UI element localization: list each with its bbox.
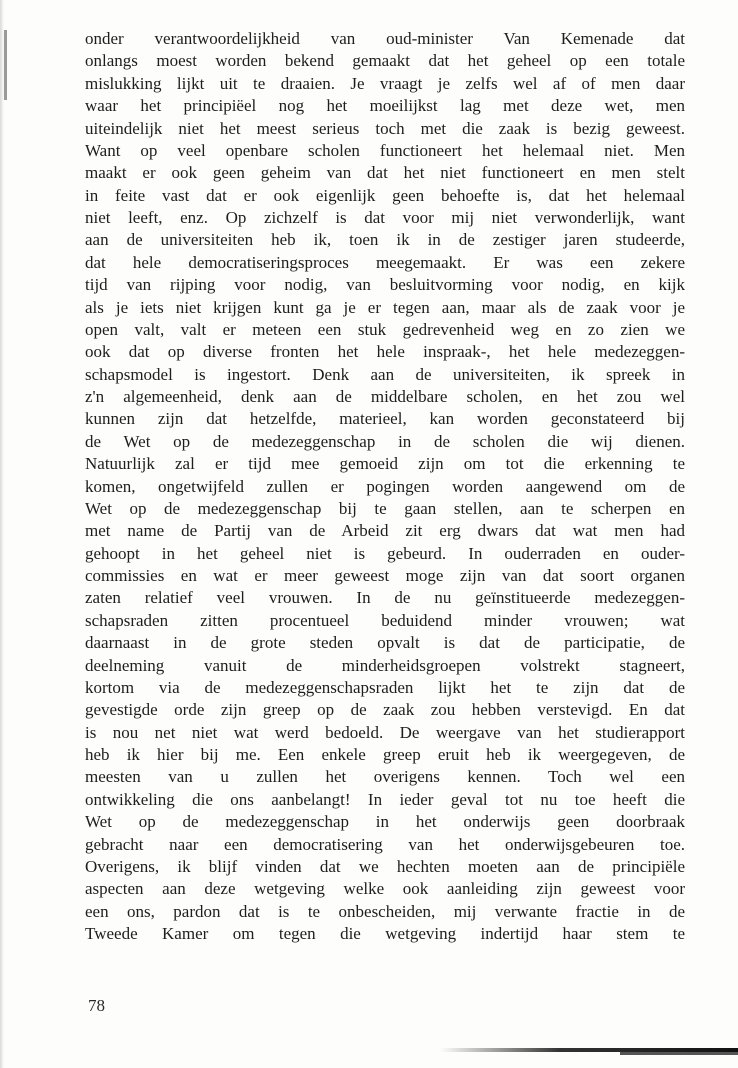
text-line: aan de universiteiten heb ik, toen ik in de zestiger jaren studeerde,	[85, 230, 685, 250]
text-line: gehoopt in het geheel niet is gebeurd. In ouderraden en ouder-	[85, 543, 685, 563]
text-line: onlangs moest worden bekend gemaakt dat het geheel op een totale	[85, 51, 685, 71]
text-line: Want op veel openbare scholen functioneert het helemaal niet. Men	[85, 140, 685, 160]
text-line: kortom via de medezeggenschapsraden lijkt het te zijn dat de	[85, 677, 685, 697]
text-line: de Wet op de medezeggenschap in de scholen die wij dienen.	[85, 431, 685, 451]
text-line: commissies en wat er meer geweest moge zijn van dat soort organen	[85, 566, 685, 585]
text-line: zaten relatief veel vrouwen. In de nu geïnstitueerde medezeggen-	[85, 588, 685, 608]
text-line: ook dat op diverse fronten het hele inspraak-, het hele medezeggen-	[85, 342, 685, 362]
text-line: waar het principiëel nog het moeilijkst lag met deze wet, men	[85, 96, 685, 116]
text-line: dat hele democratiseringsproces meegemaakt. Er was een zekere	[85, 252, 685, 272]
text-line: daarnaast in de grote steden opvalt is dat de participatie, de	[85, 633, 685, 653]
text-line: gevestigde orde zijn greep op de zaak zou hebben verstevigd. En dat	[85, 700, 685, 720]
text-line: komen, ongetwijfeld zullen er pogingen worden aangewend om de	[85, 476, 685, 496]
text-line: schapsraden zitten procentueel beduidend minder vrouwen; wat	[85, 610, 685, 630]
text-line: Natuurlijk zal er tijd mee gemoeid zijn om tot die erkenning te	[85, 454, 685, 474]
page-edge-shadow	[0, 0, 4, 1068]
gutter-mark	[4, 30, 7, 100]
text-line: open valt, valt er meteen een stuk gedrevenheid weg en zo zien we	[85, 319, 685, 339]
text-line: maakt er ook geen geheim van dat het niet functioneert en men stelt	[85, 163, 685, 183]
text-line: deelneming vanuit de minderheidsgroepen volstrekt stagneert,	[85, 655, 685, 675]
scan-edge-shadow-lower	[620, 1052, 738, 1055]
text-line: z'n algemeenheid, denk aan de middelbare scholen, en het zou wel	[85, 387, 685, 406]
text-line: een ons, pardon dat is te onbescheiden, mij verwante fractie in de	[85, 901, 685, 921]
text-line: Wet op de medezeggenschap bij te gaan stellen, aan te scherpen en	[85, 498, 685, 518]
text-line: is nou net niet wat werd bedoeld. De weergave van het studierapport	[85, 722, 685, 742]
text-line: in feite vast dat er ook eigenlijk geen behoefte is, dat het helemaal	[85, 185, 685, 205]
text-line: tijd van rijping voor nodig, van besluitvorming voor nodig, en kijk	[85, 275, 685, 295]
text-line: schapsmodel is ingestort. Denk aan de universiteiten, ik spreek in	[85, 364, 685, 384]
text-line: onder verantwoordelijkheid van oud-minister Van Kemenade dat	[85, 29, 685, 48]
text-line: Wet op de medezeggenschap in het onderwijs geen doorbraak	[85, 812, 685, 832]
text-line: gebracht naar een democratisering van het onderwijsgebeuren toe.	[85, 834, 685, 854]
text-line: Tweede Kamer om tegen die wetgeving indertijd haar stem te	[85, 924, 685, 943]
text-line: heb ik hier bij me. Een enkele greep eruit heb ik weergegeven, de	[85, 745, 685, 764]
text-line: kunnen zijn dat hetzelfde, materieel, kan worden geconstateerd bij	[85, 409, 685, 429]
text-line: Overigens, ik blijf vinden dat we hechten moeten aan de principiële	[85, 856, 685, 876]
text-line: uiteindelijk niet het meest serieus toch met die zaak is bezig geweest.	[85, 118, 685, 138]
text-line: als je iets niet krijgen kunt ga je er tegen aan, maar als de zaak voor je	[85, 297, 685, 317]
text-line: ontwikkeling die ons aanbelangt! In ieder geval tot nu toe heeft die	[85, 789, 685, 809]
text-line: mislukking lijkt uit te draaien. Je vraagt je zelfs wel af of men daar	[85, 73, 685, 93]
body-text	[85, 28, 685, 945]
page-number: 78	[88, 996, 105, 1015]
text-line: aspecten aan deze wetgeving welke ook aanleiding zijn geweest voor	[85, 879, 685, 899]
text-line: meesten van u zullen het overigens kennen. Toch wel een	[85, 767, 685, 787]
text-line: niet leeft, enz. Op zichzelf is dat voor mij niet verwonderlijk, want	[85, 208, 685, 227]
text-line: met name de Partij van de Arbeid zit erg dwars dat wat men had	[85, 521, 685, 541]
